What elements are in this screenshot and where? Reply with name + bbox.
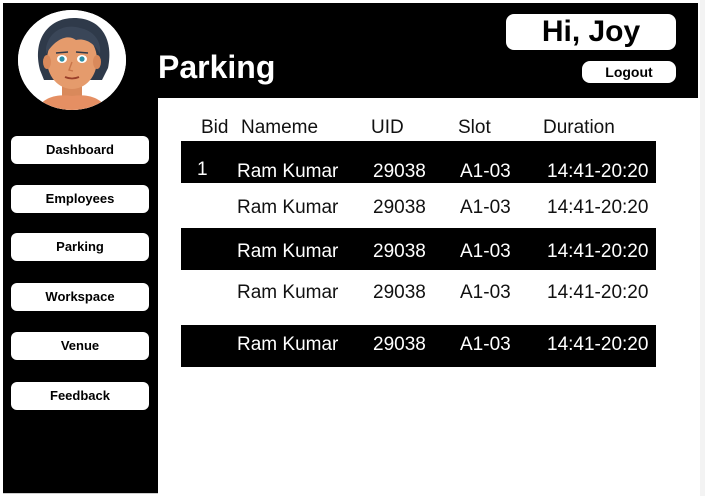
table-row[interactable] xyxy=(181,325,656,367)
cell-name: Ram Kumar xyxy=(237,161,339,182)
table-row[interactable] xyxy=(181,141,656,183)
cell-duration: 14:41-20:20 xyxy=(547,282,649,303)
cell-name: Ram Kumar xyxy=(237,197,339,218)
sidebar-item-feedback[interactable]: Feedback xyxy=(11,382,149,410)
cell-uid: 29038 xyxy=(373,282,426,303)
cell-duration: 14:41-20:20 xyxy=(547,197,649,218)
column-header-name: Nameme xyxy=(241,117,319,138)
sidebar-item-venue[interactable]: Venue xyxy=(11,332,149,360)
cell-duration: 14:41-20:20 xyxy=(547,334,649,355)
table-row[interactable] xyxy=(181,186,656,228)
sidebar-item-dashboard[interactable]: Dashboard xyxy=(11,136,149,164)
cell-uid: 29038 xyxy=(373,197,426,218)
logout-button[interactable]: Logout xyxy=(582,61,676,83)
cell-uid: 29038 xyxy=(373,161,426,182)
cell-slot: A1-03 xyxy=(460,197,511,218)
table-row[interactable] xyxy=(181,228,656,270)
sidebar-item-parking[interactable]: Parking xyxy=(11,233,149,261)
column-header-bid: Bid xyxy=(201,117,229,138)
avatar-icon xyxy=(18,10,126,110)
user-greeting: Hi, Joy xyxy=(506,14,676,50)
cell-uid: 29038 xyxy=(373,241,426,262)
cell-name: Ram Kumar xyxy=(237,282,339,303)
cell-bid: 1 xyxy=(197,159,208,180)
column-header-duration: Duration xyxy=(543,117,615,138)
cell-slot: A1-03 xyxy=(460,282,511,303)
page-title: Parking xyxy=(158,49,276,85)
cell-slot: A1-03 xyxy=(460,161,511,182)
column-header-slot: Slot xyxy=(458,117,491,138)
avatar[interactable] xyxy=(18,10,126,110)
header-bar xyxy=(158,3,698,98)
sidebar-item-employees[interactable]: Employees xyxy=(11,185,149,213)
divider xyxy=(3,493,158,494)
cell-name: Ram Kumar xyxy=(237,241,339,262)
cell-slot: A1-03 xyxy=(460,334,511,355)
column-header-uid: UID xyxy=(371,117,404,138)
cell-name: Ram Kumar xyxy=(237,334,339,355)
cell-uid: 29038 xyxy=(373,334,426,355)
sidebar-item-workspace[interactable]: Workspace xyxy=(11,283,149,311)
sidebar xyxy=(3,3,158,493)
table-row[interactable] xyxy=(181,271,656,313)
cell-duration: 14:41-20:20 xyxy=(547,241,649,262)
cell-duration: 14:41-20:20 xyxy=(547,161,649,182)
cell-slot: A1-03 xyxy=(460,241,511,262)
